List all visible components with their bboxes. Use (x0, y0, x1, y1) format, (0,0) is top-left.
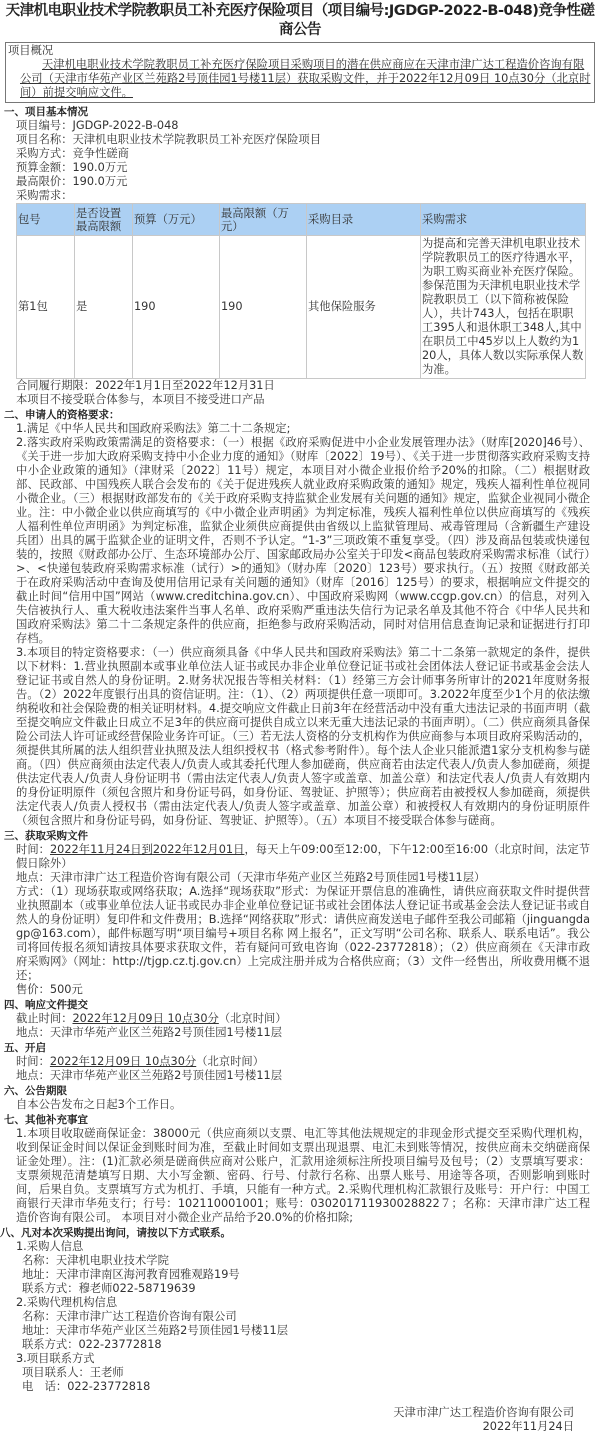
section-8-heading: 八、凡对本次采购提出询问，请按以下方式联系。 (0, 1227, 231, 1239)
requirements-table (16, 203, 586, 379)
time-to: 到 (141, 843, 153, 856)
section-7-heading: 七、其他补充事宜 (4, 1114, 88, 1126)
table-row (17, 236, 586, 379)
field-max-price: 最高限价：190.0万元 (16, 175, 128, 188)
deadline-label: 截止时间： (16, 1012, 73, 1025)
qualification-item-3: 3.本项目的特定资格要求：（一）供应商须具备《中华人民共和国政府采购法》第二十二条第一款规定的条件，提供以下材料：1.营业执照副本或事业单位法人证书或民办非企业单位登记证书或社会团体法人登记证书或基金会法人登记证书或自然人的身份证明。2.财务状况报告等相关材料：（1）经第三方会计师事务所审计的2021年度财务报告。（2）2022年度银行出具的资信证明。注：（1）、（2）两项提供任意一项即可。3.2022年度至少1个月的依法缴纳税收和社会保险费的相关证明材料。4.提交响应文件截止日前3年在经营活动中没有重大违法记录的书面声明（截至提交响应文件截止日成立不足3年的供应商可提供自成立以来无重大违法记录的书面声明）。（二）供应商须具备保险公司法人许可证或经营保险业务许可证。（三）若无法人资格的分支机构作为供应商参与本项目政府采购活动的，须提供其所属的法人组织营业执照及法人组织授权书（格式参考附件）。每个法人企业只能派遣1家分支机构参与磋商。（四）供应商须由法定代表人/负责人或其委托代理人参加磋商，供应商若由法定代表人/负责人参加磋商，须提供法定代表人/负责人身份证明书（需由法定代表人/负责人签字或盖章、加盖公章）和法定代表人/负责人有效期内的身份证明原件（须包含照片和身份证号码，如身份证、驾驶证、护照等）；供应商若由被授权人参加磋商，须提供法定代表人/负责人授权书（需由法定代表人/负责人签字或盖章、加盖公章）和被授权人有效期内的身份证明原件（须包含照片和身份证号码，如身份证、驾驶证、护照等）。（五）本项目不接受联合体参与磋商。 (16, 646, 590, 827)
opening-time-tz: （北京时间） (196, 1055, 265, 1068)
overview-text (8, 58, 592, 100)
field-budget: 预算金额：190.0万元 (16, 161, 128, 174)
acquisition-place: 地点：天津市津广达工程造价咨询有限公司（天津市华苑产业区兰苑路2号顶佳园1号楼11层） (16, 871, 486, 884)
col-max-limit: 最高限额（万元） (220, 204, 307, 236)
field-requirements-label: 采购需求： (16, 189, 73, 202)
col-catalog: 采购目录 (307, 204, 421, 236)
overview-deadline: 2022年12月09日 10点30分 (398, 72, 546, 85)
col-requirement: 采购需求 (421, 204, 586, 236)
consortium-note: 本项目不接受联合体参与，本项目不接受进口产品 (16, 393, 265, 406)
submission-deadline (0, 1012, 600, 1026)
time-rest: ，每天上午09:00至12:00，下午12:00至16:00（北京时间，法定节假日除外） (16, 843, 590, 870)
section-5-heading: 五、开启 (4, 1042, 46, 1054)
time-label: 时间： (16, 843, 50, 856)
agency-heading: 2.采购代理机构信息 (16, 1296, 118, 1309)
deadline-tz: （北京时间） (218, 1012, 287, 1025)
supplementary-text: 1.本项目收取磋商保证金：38000元（供应商须以支票、电汇等其他法规规定的非现金形式提交至采购代理机构，收到保证金时间以保证金到账时间为准，至截止时间如支票出现退票、电汇未到账等情况，按供应商未交纳磋商保证金处理）。注：(1)汇款必须是磋商供应商对公账户，汇款用途须标注所投项目编号及包号；（2）支票填写要求：支票须规范清楚填写日期、大小写金额、密码、行号、付款行名称、出票人账号、用途等各项，否则影响到账时间，后果自负。支票填写方式为机打、手填，只能有一种方式。2.采购代理机构汇款银行及账号：开户行：中国工商银行天津市华苑支行；行号：102110001001；账号：030201711930028822７；名称：天津市津广达工程造价咨询有限公司。 本项目对小微企业产品给予20.0%的价格扣除; (16, 1127, 590, 1224)
opening-time-label: 时间： (16, 1055, 50, 1068)
section-3-heading: 三、获取采购文件 (4, 830, 88, 842)
section-2-heading: 二、申请人的资格要求： (4, 409, 120, 421)
acquisition-price: 售价：500元 (16, 983, 83, 996)
acquisition-time (0, 843, 600, 871)
project-overview-box (5, 42, 595, 103)
field-project-name: 项目名称：天津机电职业技术学院教职员工补充医疗保险项目 (16, 133, 322, 146)
overview-heading: 项目概况 (8, 44, 54, 57)
opening-time-value: 2022年12月09日 10点30分 (49, 1055, 197, 1068)
page-title: 天津机电职业技术学院教职员工补充医疗保险项目（项目编号:JGDGP-2022-B-048)竞争性磋商公告 (5, 3, 595, 38)
opening-place: 地点：天津市华苑产业区兰苑路2号顶佳园1号楼11层 (16, 1069, 282, 1082)
buyer-address: 地址：天津市津南区海河教育园雅观路19号 (22, 1268, 240, 1281)
section-4-heading: 四、响应文件提交 (4, 999, 88, 1011)
section-1-heading: 一、项目基本情况 (4, 106, 88, 118)
col-package: 包号 (17, 204, 75, 236)
project-contact-person: 项目联系人：王老师 (22, 1366, 124, 1379)
contract-period: 合同履行期限：2022年1月1日至2022年12月31日 (16, 379, 275, 392)
cell-max-limit: 190 (220, 236, 307, 379)
qualification-item-1: 1.满足《中华人民共和国政府采购法》第二十二条规定; (16, 422, 291, 435)
field-procurement-method: 采购方式：竞争性磋商 (16, 147, 129, 160)
buyer-heading: 1.采购人信息 (16, 1240, 84, 1253)
agency-contact: 联系方式：022-23772818 (22, 1338, 162, 1351)
cell-package: 第1包 (17, 236, 75, 379)
announcement-period: 自本公告发布之日起3个工作日。 (16, 1098, 182, 1111)
deadline-value: 2022年12月09日 10点30分 (72, 1012, 219, 1025)
section-6-heading: 六、公告期限 (4, 1085, 67, 1097)
project-contact-heading: 3.项目联系方式 (16, 1352, 95, 1365)
cell-catalog: 其他保险服务 (307, 236, 421, 379)
overview-text-a: 天津机电职业技术学院教职员工补充医疗保险项目采购项目的潜在供应商应在天津市津广达工程造价咨询有限公司（天津市华苑产业区兰苑路2号顶佳园1号楼11层）获取采购文件，并于 (20, 58, 585, 85)
agency-name: 名称：天津市津广达工程造价咨询有限公司 (22, 1310, 237, 1323)
overview-text-b: （北京时间）前提交响应文件。 (20, 72, 591, 99)
signature-date: 2022年11月24日 (482, 1420, 574, 1433)
submission-place: 地点：天津市华苑产业区兰苑路2号顶佳园1号楼11层 (16, 1026, 282, 1039)
time-end: 2022年12月01日 (152, 843, 245, 856)
acquisition-method: 方式：（1）现场获取或网络获取；A.选择“现场获取”形式：为保证开票信息的准确性，请供应商获取文件时提供营业执照副本（或事业单位法人证书或民办非企业单位登记证书或社会团体法人登记证书或基金会法人登记证书或自然人的身份证明）复印件和文件费用；B.选择“网络获取”形式：请供应商发送电子邮件至我公司邮箱（jinguangdagp@163.com），邮件标题写明“项目编号+项目名称 网上报名”，正文写明“公司名称、联系人、联系电话”。我公司将回传报名须知请按具体要求获取文件，若有疑问可致电咨询（022-23772818）；（2）供应商须在《天津市政府采购网》（网址：http://tjgp.cz.tj.gov.cn）上完成注册并成为合格供应商；（3）文件一经售出，所收费用概不退还； (16, 885, 590, 982)
col-budget: 预算（万元） (133, 204, 220, 236)
opening-time (0, 1055, 600, 1069)
qualification-item-2: 2.落实政府采购政策需满足的资格要求：（一）根据《政府采购促进中小企业发展管理办法》（财库[2020]46号）、《关于进一步加大政府采购支持中小企业力度的通知》（财库〔2022〕19号）、《关于进一步贯彻落实政府采购支持中小企业政策的通知》（津财采〔2022〕11号）规定，本项目对小微企业报价给予20%的扣除。（二）根据财政部、民政部、中国残疾人联合会发布的《关于促进残疾人就业政府采购政策的通知》规定，残疾人福利性单位视同小微企业。（三）根据财政部发布的《关于政府采购支持监狱企业发展有关问题的通知》规定，监狱企业视同小微企业。注：中小微企业以供应商填写的《中小微企业声明函》为判定标准，残疾人福利性单位以供应商填写的《残疾人福利性单位声明函》为判定标准，监狱企业须供应商提供由省级以上监狱管理局、戒毒管理局（含新疆生产建设兵团）出具的属于监狱企业的证明文件，否则不予认定。“1-3”三项政策不重复享受。（四）涉及商品包装或快递包装的，按照《财政部办公厅、生态环境部办公厅、国家邮政局办公室关于印发<商品包装政府采购需求标准（试行）>、<快递包装政府采购需求标准（试行）>的通知》（财办库〔2020〕123号）要求执行。（五）按照《财政部关于在政府采购活动中查询及使用信用记录有关问题的通知》（财库〔2016〕125号）的要求，根据响应文件提交的截止时间“信用中国”网站（www.creditchina.gov.cn）、中国政府采购网（www.ccgp.gov.cn）的信息，对列入失信被执行人、重大税收违法案件当事人名单、政府采购严重违法失信行为记录名单及其他不符合《中华人民共和国政府采购法》第二十二条规定条件的供应商，拒绝参与政府采购活动，同时对信用信息查询记录和证据进行打印存档。 (16, 436, 590, 645)
col-max-limit-set: 是否设置最高限额 (75, 204, 133, 236)
buyer-contact: 联系方式：穆老师022-58719639 (22, 1282, 196, 1295)
table-header-row (17, 204, 586, 236)
time-start: 2022年11月24日 (49, 843, 142, 856)
agency-address: 地址：天津市华苑产业区兰苑路2号顶佳园1号楼11层 (22, 1324, 288, 1337)
buyer-name: 名称：天津机电职业技术学院 (22, 1254, 169, 1267)
project-contact-phone: 电 话：022-23772818 (22, 1380, 151, 1393)
cell-max-limit-set: 是 (75, 236, 133, 379)
cell-requirement: 为提高和完善天津机电职业技术学院教职员工的医疗待遇水平，为职工购买商业补充医疗保险。参保范围为天津机电职业技术学院教职员工（以下简称被保险人），共计743人，包括在职职工395人和退休职工348人,其中在职员工中45岁以上人数约为120人，具体人数以实际承保人数为准。 (421, 236, 586, 379)
field-project-number: 项目编号：JGDGP-2022-B-048 (16, 119, 179, 132)
signature-org: 天津市津广达工程造价咨询有限公司 (393, 1406, 574, 1419)
cell-budget: 190 (133, 236, 220, 379)
